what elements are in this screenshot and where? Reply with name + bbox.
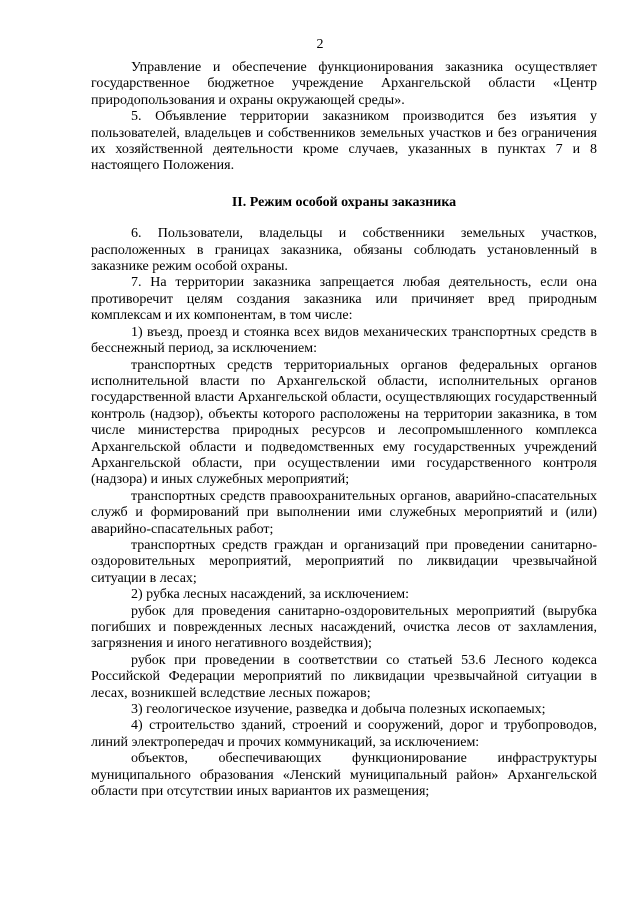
- document-body: [91, 60, 597, 800]
- page-number: 2: [316, 37, 324, 52]
- paragraph-7-1: 1) въезд, проезд и стоянка всех видов механических транспортных средств в бесснежный период, за исключением:: [91, 324, 597, 357]
- paragraph-5: 5. Объявление территории заказником производится без изъятия у пользователей, владельцев и собственников земельных участков и без ограничения их хозяйственной деятельности кроме случаев, указанных в пунктах 7 и 8 настоящего Положения.: [91, 109, 597, 174]
- paragraph-7-2-exception-a: рубок для проведения санитарно-оздоровительных мероприятий (вырубка погибших и поврежденных лесных насаждений, очистка лесов от захламления, загрязнения и иного негативного воздействия);: [91, 603, 597, 652]
- paragraph-7-2: 2) рубка лесных насаждений, за исключением:: [131, 587, 410, 603]
- paragraph-7-2-exception-b: рубок при проведении в соответствии со статьей 53.6 Лесного кодекса Российской Федерации мероприятий по ликвидации чрезвычайной ситуации в лесах, возникшей вследствие лесных пожаров;: [91, 652, 597, 701]
- paragraph-7-1-exception-b: транспортных средств правоохранительных органов, аварийно-спасательных служб и формирований при выполнении ими служебных мероприятий и (или) аварийно-спасательных работ;: [91, 488, 597, 537]
- paragraph-7-1-exception-a: транспортных средств территориальных органов федеральных органов исполнительной власти по Архангельской области, исполнительных органов государственной власти Архангельской области, осуществляющих государственный контроль (надзор), объекты которого расположены на территории заказника, в том числе министерства природных ресурсов и лесопромышленного комплекса Архангельской области и подведомственных ему государственных учреждений Архангельской области, при осуществлении ими государственного контроля (надзора) и иных служебных мероприятий;: [91, 357, 597, 488]
- paragraph-7-4-exception-a: объектов, обеспечивающих функционирование инфраструктуры муниципального образования «Ленский муниципальный район» Архангельской области при отсутствии иных вариантов их размещения;: [91, 751, 597, 800]
- paragraph-6: 6. Пользователи, владельцы и собственники земельных участков, расположенных в границах заказника, обязаны соблюдать установленный в заказнике режим особой охраны.: [91, 226, 597, 275]
- paragraph-management: Управление и обеспечение функционирования заказника осуществляет государственное бюджетное учреждение Архангельской области «Центр природопользования и охраны окружающей среды».: [91, 60, 597, 108]
- section-heading: II. Режим особой охраны заказника: [231, 194, 457, 210]
- paragraph-7-3: 3) геологическое изучение, разведка и добыча полезных ископаемых;: [131, 702, 546, 718]
- paragraph-7-1-exception-c: транспортных средств граждан и организаций при проведении санитарно-оздоровительных мероприятий, мероприятий по ликвидации чрезвычайной ситуации в лесах;: [91, 537, 597, 586]
- paragraph-7-4: 4) строительство зданий, строений и сооружений, дорог и трубопроводов, линий электропередач и прочих коммуникаций, за исключением:: [91, 718, 597, 750]
- paragraph-7: 7. На территории заказника запрещается любая деятельность, если она противоречит целям создания заказника или причиняет вред природным комплексам и их компонентам, в том числе:: [91, 275, 597, 324]
